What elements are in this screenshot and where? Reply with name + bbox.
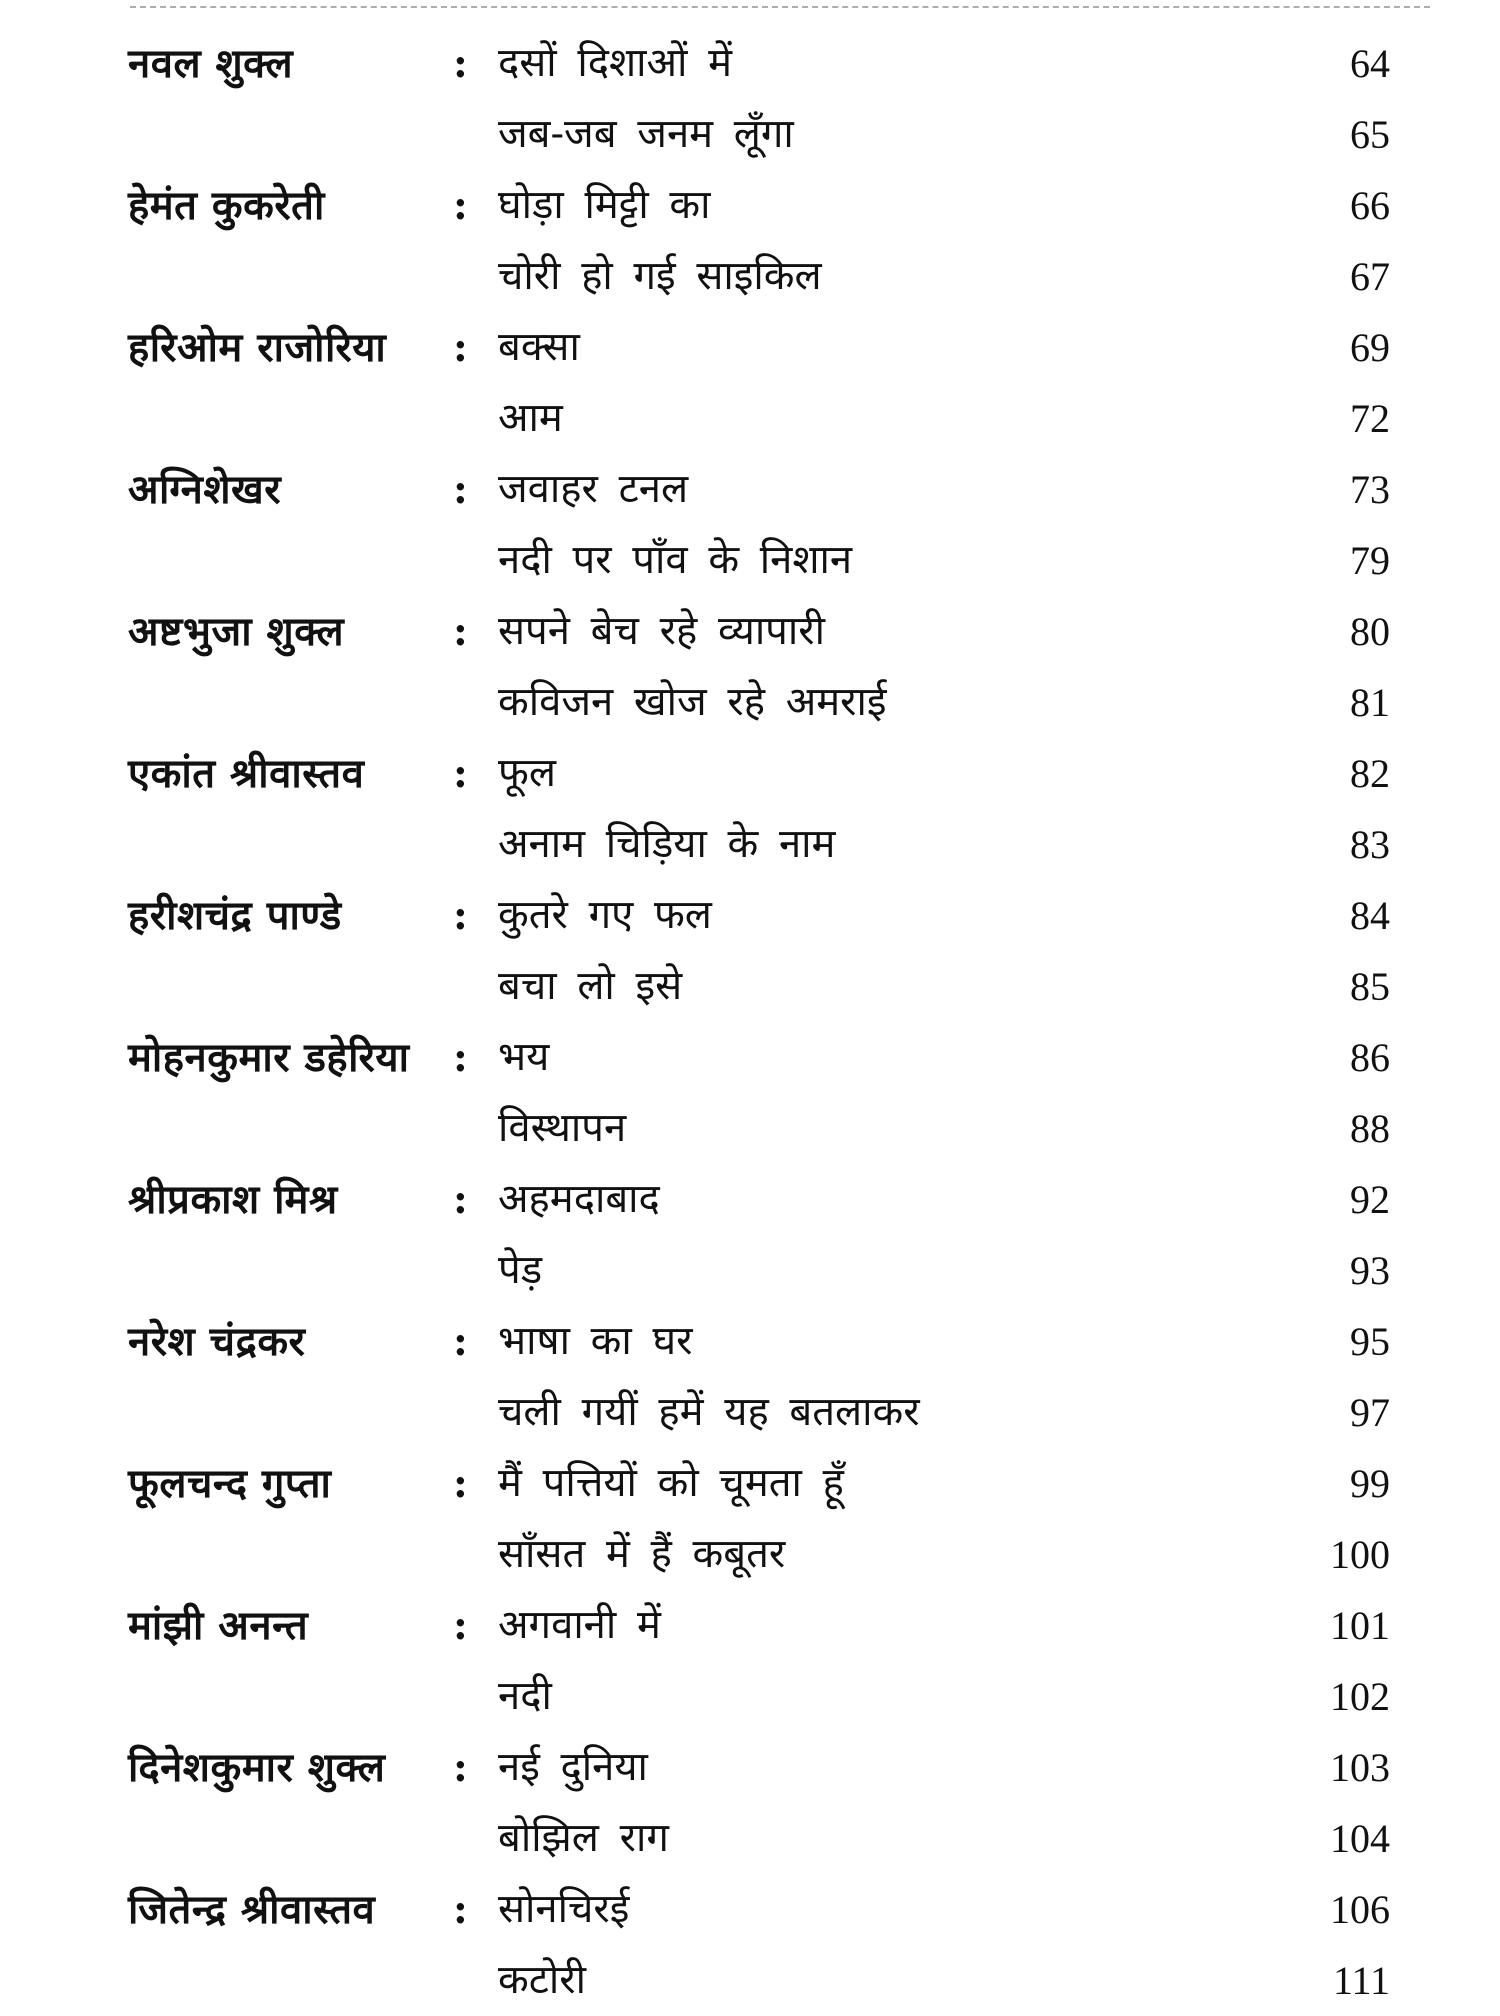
toc-page-number: 66 xyxy=(1350,183,1390,228)
toc-poem-title: अहमदाबाद xyxy=(498,1176,660,1222)
toc-page-number: 86 xyxy=(1350,1035,1390,1080)
toc-row xyxy=(128,383,1390,454)
toc-author: नरेश चंद्रकर xyxy=(128,1318,306,1365)
toc-page-number: 95 xyxy=(1350,1319,1390,1364)
toc-poem-title: कविजन खोज रहे अमराई xyxy=(498,679,887,725)
toc-page-number: 85 xyxy=(1350,964,1390,1009)
toc-author: मोहनकुमार डहेरिया xyxy=(128,1034,410,1081)
toc-poem-title: जब-जब जनम लूँगा xyxy=(498,111,794,157)
toc-poem-title: भय xyxy=(498,1034,550,1080)
toc-row xyxy=(128,1874,1390,1945)
toc-poem-title: अगवानी में xyxy=(498,1602,661,1648)
toc-page-number: 102 xyxy=(1330,1674,1390,1719)
toc-row xyxy=(128,738,1390,809)
toc-separator: : xyxy=(453,1176,468,1223)
toc-page-number: 88 xyxy=(1350,1106,1390,1151)
toc-page-number: 80 xyxy=(1350,609,1390,654)
toc-page-number: 103 xyxy=(1330,1745,1390,1790)
toc-poem-title: नदी xyxy=(498,1673,552,1719)
toc-page-number: 99 xyxy=(1350,1461,1390,1506)
toc-poem-title: विस्थापन xyxy=(498,1105,627,1151)
toc-poem-title: बोझिल राग xyxy=(498,1815,669,1861)
toc-row xyxy=(128,1590,1390,1661)
top-decorative-rule xyxy=(130,0,1430,8)
toc-row xyxy=(128,28,1390,99)
toc-poem-title: जवाहर टनल xyxy=(498,466,689,512)
toc-poem-title: दसों दिशाओं में xyxy=(498,40,733,86)
toc-row xyxy=(128,1732,1390,1803)
toc-poem-title: कटोरी xyxy=(498,1957,586,2003)
toc-row xyxy=(128,951,1390,1022)
toc-row xyxy=(128,1377,1390,1448)
toc-poem-title: फूल xyxy=(498,750,556,796)
toc-row xyxy=(128,880,1390,951)
toc-page-number: 111 xyxy=(1332,1958,1390,2003)
toc-poem-title: सोनचिरई xyxy=(498,1886,630,1932)
toc-row xyxy=(128,809,1390,880)
toc-author: नवल शुक्ल xyxy=(128,40,294,87)
toc-separator: : xyxy=(453,1460,468,1507)
toc-poem-title: चली गयीं हमें यह बतलाकर xyxy=(498,1389,920,1435)
toc-row xyxy=(128,170,1390,241)
toc-page-number: 72 xyxy=(1350,396,1390,441)
toc-row xyxy=(128,525,1390,596)
toc-page-number: 64 xyxy=(1350,41,1390,86)
toc-author: फूलचन्द गुप्ता xyxy=(128,1460,332,1507)
toc-row xyxy=(128,667,1390,738)
toc-row xyxy=(128,1235,1390,1306)
toc-separator: : xyxy=(453,182,468,229)
toc-poem-title: नई दुनिया xyxy=(498,1744,648,1790)
toc-poem-title: कुतरे गए फल xyxy=(498,892,712,938)
toc-page-number: 79 xyxy=(1350,538,1390,583)
toc-poem-title: घोड़ा मिट्टी का xyxy=(498,182,711,228)
toc-poem-title: बचा लो इसे xyxy=(498,963,683,1009)
toc-page-number: 104 xyxy=(1330,1816,1390,1861)
toc-row xyxy=(128,1448,1390,1519)
toc-separator: : xyxy=(453,1602,468,1649)
toc-author: अष्टभुजा शुक्ल xyxy=(128,608,345,655)
toc-poem-title: साँसत में हैं कबूतर xyxy=(498,1531,786,1577)
toc-page-number: 100 xyxy=(1330,1532,1390,1577)
toc-separator: : xyxy=(453,1318,468,1365)
toc-poem-title: भाषा का घर xyxy=(498,1318,693,1364)
toc-separator: : xyxy=(453,1886,468,1933)
toc-author: श्रीप्रकाश मिश्र xyxy=(128,1176,338,1223)
toc-poem-title: बक्सा xyxy=(498,324,580,370)
toc-poem-title: आम xyxy=(498,395,563,441)
toc-poem-title: मैं पत्तियों को चूमता हूँ xyxy=(498,1460,844,1506)
toc-page-number: 65 xyxy=(1350,112,1390,157)
toc-row xyxy=(128,1519,1390,1590)
toc-row xyxy=(128,1945,1390,2016)
toc-row xyxy=(128,454,1390,525)
toc-row xyxy=(128,99,1390,170)
toc-page-number: 84 xyxy=(1350,893,1390,938)
toc-poem-title: अनाम चिड़िया के नाम xyxy=(498,821,836,867)
toc-poem-title: पेड़ xyxy=(498,1247,543,1293)
toc-row xyxy=(128,241,1390,312)
toc-separator: : xyxy=(453,750,468,797)
toc-author: हरिओम राजोरिया xyxy=(128,324,387,371)
toc-author: हेमंत कुकरेती xyxy=(128,182,325,229)
toc-row xyxy=(128,1306,1390,1377)
toc-author: एकांत श्रीवास्तव xyxy=(128,750,365,797)
toc-page-number: 92 xyxy=(1350,1177,1390,1222)
toc-page-number: 83 xyxy=(1350,822,1390,867)
toc-row xyxy=(128,1093,1390,1164)
toc-separator: : xyxy=(453,1744,468,1791)
toc-page-number: 93 xyxy=(1350,1248,1390,1293)
toc-page-number: 81 xyxy=(1350,680,1390,725)
toc-page-number: 106 xyxy=(1330,1887,1390,1932)
toc-author: जितेन्द्र श्रीवास्तव xyxy=(128,1886,376,1933)
toc-row xyxy=(128,1022,1390,1093)
toc-separator: : xyxy=(453,40,468,87)
toc-page-number: 69 xyxy=(1350,325,1390,370)
toc-author: हरीशचंद्र पाण्डे xyxy=(128,892,342,939)
toc-poem-title: सपने बेच रहे व्यापारी xyxy=(498,608,825,654)
toc-poem-title: नदी पर पाँव के निशान xyxy=(498,537,853,583)
toc-page-number: 67 xyxy=(1350,254,1390,299)
toc-separator: : xyxy=(453,892,468,939)
toc-page-number: 97 xyxy=(1350,1390,1390,1435)
toc-poem-title: चोरी हो गई साइकिल xyxy=(498,253,822,299)
toc-separator: : xyxy=(453,466,468,513)
toc-row xyxy=(128,1803,1390,1874)
toc-row xyxy=(128,1661,1390,1732)
toc-page-number: 73 xyxy=(1350,467,1390,512)
toc-row xyxy=(128,1164,1390,1235)
toc-author: मांझी अनन्त xyxy=(128,1602,309,1649)
toc-page-number: 101 xyxy=(1330,1603,1390,1648)
toc-row xyxy=(128,312,1390,383)
toc-separator: : xyxy=(453,324,468,371)
toc-page-number: 82 xyxy=(1350,751,1390,796)
toc-separator: : xyxy=(453,1034,468,1081)
toc-row xyxy=(128,596,1390,667)
toc-author: दिनेशकुमार शुक्ल xyxy=(128,1744,386,1791)
toc-author: अग्निशेखर xyxy=(128,466,282,513)
toc-separator: : xyxy=(453,608,468,655)
table-of-contents xyxy=(128,28,1390,2016)
